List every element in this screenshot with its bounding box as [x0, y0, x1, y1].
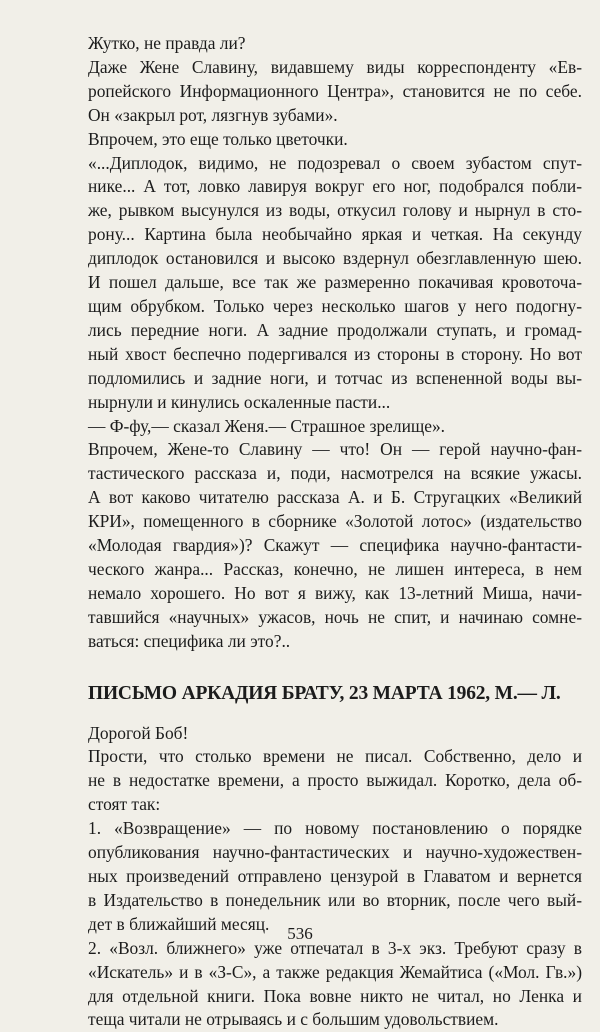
text-line: Даже Жене Славину, видавшему виды корреспонденту «Ев- [88, 56, 582, 77]
text-line: Прости, что столько времени не писал. Собственно, дело и [88, 746, 582, 767]
text-line: ваться: специфика ли это?.. [88, 630, 291, 651]
text-line: стоят так: [88, 794, 161, 815]
text-line: диплодок остановился и высоко вздернул обезглавленную шею. [88, 248, 582, 269]
paragraph [88, 152, 582, 415]
text-line: Дорогой Боб! [88, 722, 189, 743]
paragraph [88, 56, 582, 128]
text-line: немало хорошего. Но вот я вижу, как 13-летний Миша, начи- [88, 582, 582, 603]
paragraph [88, 32, 582, 56]
text-line: Впрочем, Жене-то Славину — что! Он — герой научно-фан- [88, 439, 582, 460]
text-line: нике... А тот, ловко лавируя вокруг его ног, подобрался побли- [88, 176, 582, 197]
paragraph [88, 415, 582, 439]
text-line: ный хвост беспечно подергивался из стороны в сторону. Но вот [88, 343, 582, 364]
page-number: 536 [287, 924, 313, 943]
text-line: дет в ближайший месяц. [88, 913, 270, 934]
paragraph [88, 722, 582, 746]
text-line: теща читали не отрываясь и с большим удовольствием. [88, 1009, 499, 1030]
text-line: подломились и задние ноги, и тотчас из вспененной воды вы- [88, 367, 582, 388]
letter-text [88, 722, 582, 1032]
paragraph [88, 745, 582, 817]
text-line: А вот каково читателю рассказа А. и Б. Стругацких «Великий [88, 487, 582, 508]
text-line: «Искатель» и в «З-С», а также редакция Жемайтиса («Мол. Гв.») [88, 961, 582, 982]
text-line: лись передние ноги. А задние продолжали ступать, и громад- [88, 319, 582, 340]
text-line: тавшийся «научных» ужасов, ночь не спит, и начинаю сомне- [88, 606, 582, 627]
text-line: тастического рассказа и, поди, насмотрелся на всякие ужасы. [88, 463, 582, 484]
text-line: «Молодая гвардия»)? Скажут — специфика научно-фантасти- [88, 535, 582, 556]
paragraph [88, 817, 582, 937]
text-line: И пошел дальше, все так же размеренно покачивая кровоточа- [88, 272, 582, 293]
text-line: — Ф-фу,— сказал Женя.— Страшное зрелище». [88, 415, 446, 436]
text-line: Впрочем, это еще только цветочки. [88, 128, 348, 149]
text-line: КРИ», помещенного в сборнике «Золотой лотос» (издательство [88, 511, 582, 532]
paragraph [88, 438, 582, 653]
text-line: нырнули и кинулись оскаленные пасти... [88, 391, 391, 412]
text-line: же, рывком высунулся из воды, откусил голову и нырнул в сто- [88, 200, 582, 221]
text-line: в Издательство в понедельник или во вторник, после чего вый- [88, 889, 582, 910]
text-line: ческого жанра... Рассказ, конечно, не лишен интереса, в нем [88, 558, 582, 579]
article-text [88, 32, 582, 654]
text-line: 1. «Возвращение» — по новому постановлению о порядке [88, 818, 582, 839]
letter-heading: ПИСЬМО АРКАДИЯ БРАТУ, 23 МАРТА 1962, М.— Л. [88, 682, 561, 704]
text-line: ропейского Информационного Центра», становится не по себе. [88, 80, 582, 101]
text-line: щим обрубком. Только через несколько шагов у него подогну- [88, 295, 582, 316]
text-line: ных произведений отправлено цензурой в Главатом и вернется [88, 866, 582, 886]
text-line: Он «закрыл рот, лязгнув зубами». [88, 104, 338, 125]
page-body [88, 32, 582, 1032]
text-line: для отдельной книги. Пока вовне никто не читал, но Ленка и [88, 985, 582, 1006]
text-line: «...Диплодок, видимо, не подозревал о своем зубастом спут- [88, 152, 582, 173]
text-line: не в недостатке времени, а просто выжидал. Коротко, дела об- [88, 770, 582, 791]
text-line: 2. «Возл. ближнего» уже отпечатал в 3-х экз. Требуют сразу в [88, 937, 582, 958]
text-line: рону... Картина была необычайно яркая и четкая. На секунду [88, 224, 582, 245]
text-line: Жутко, не правда ли? [88, 33, 246, 53]
text-line: опубликования научно-фантастических и научно-художествен- [88, 842, 582, 863]
paragraph [88, 128, 582, 152]
paragraph [88, 937, 582, 1032]
